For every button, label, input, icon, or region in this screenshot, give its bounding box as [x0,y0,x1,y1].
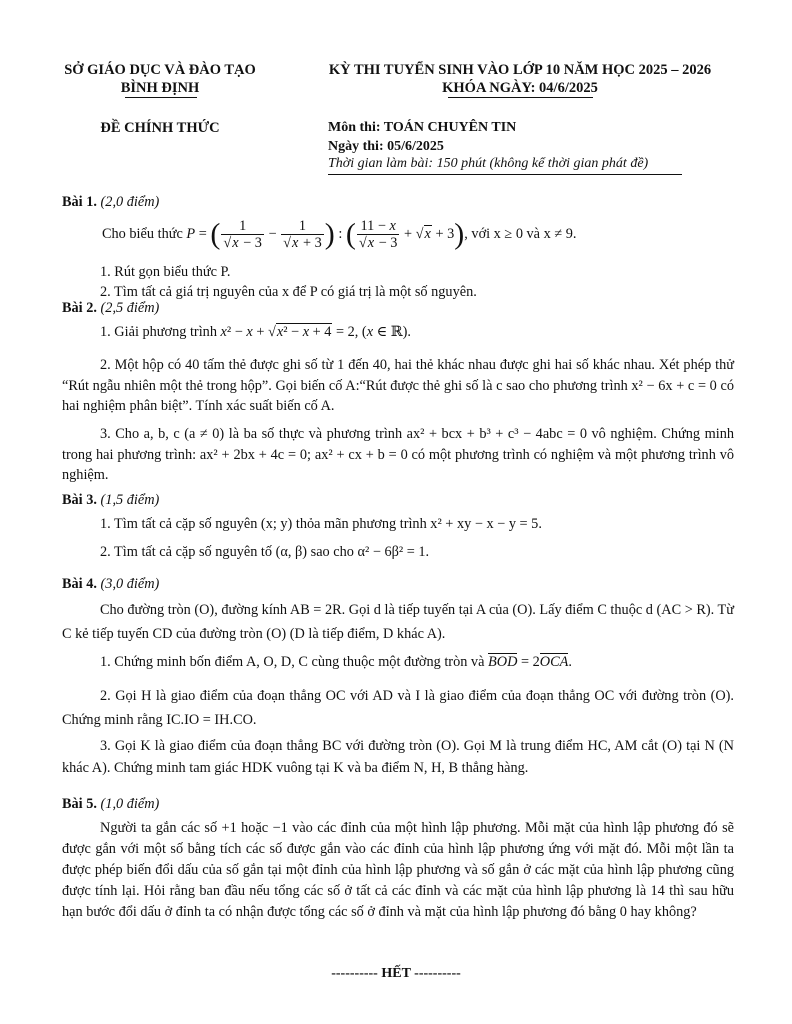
problem-4-intro: Cho đường tròn (O), đường kính AB = 2R. Gọi d là tiếp tuyến tại A của (O). Lấy điểm C thuộc d (AC > R). Từ C kẻ tiếp tuyến CD của đường tròn (O) (D là tiếp điểm, D khác A). [62,602,734,642]
header-left-underline [125,97,197,98]
province-name: BÌNH ĐỊNH [120,80,200,96]
department-name: SỞ GIÁO DỤC VÀ ĐÀO TẠO [64,62,256,78]
problem-5-title: Bài 5. (1,0 điểm) [62,796,160,812]
problem-1-title: Bài 1. (2,0 điểm) [62,194,160,210]
problem-4-title: Bài 4. (3,0 điểm) [62,576,160,592]
problem-2-title: Bài 2. (2,5 điểm) [62,300,160,316]
duration-underline [328,174,682,175]
subject-line: Môn thi: TOÁN CHUYÊN TIN [328,120,517,135]
problem-2-q3: 3. Cho a, b, c (a ≠ 0) là ba số thực và phương trình ax² + bcx + b³ + c³ − 4abc = 0 vô nghiệm. Chứng minh trong hai phương trình: ax² + 2bx + 4c = 0; ax² + cx + b = 0 có một phương trình có nghiệm và một phương trình vô nghiệm. [62,426,734,483]
problem-2-q1: 1. Giải phương trình x² − x + √x² − x + 4 = 2, (x ∈ ℝ). [100,324,412,340]
exam-date-line: Ngày thi: 05/6/2025 [328,139,444,154]
problem-5-text: Người ta gắn các số +1 hoặc −1 vào các đỉnh của một hình lập phương. Mỗi mặt của hình lập phương đó sẽ được gắn với một số bằng tích các số được gắn vào các đỉnh của hình lập phương ứng với mặt đó. Mỗi một lần ta được phép biến đổi dấu của số gắn tại một đỉnh của hình lập phương và số gắn ở các mặt của hình lập phương cũng được tính lại. Hỏi rằng ban đầu nếu tổng các số ở tất cả các đỉnh và các mặt của hình lập phương là 14 thì sau hữu hạn bước đổi dấu ở đỉnh ta có nhận được tổng các số ở đỉnh và mặt của hình lập phương đó bằng 0 hay không? [62,820,734,920]
exam-session: KHÓA NGÀY: 04/6/2025 [442,80,598,96]
problem-1-q2: 2. Tìm tất cả giá trị nguyên của x để P có giá trị là một số nguyên. [100,284,477,300]
problem-2-q2: 2. Một hộp có 40 tấm thẻ được ghi số từ 1 đến 40, hai thẻ khác nhau được ghi hai số khác nhau. Xét phép thử “Rút ngẫu nhiên một thẻ trong hộp”. Gọi biến cố A:“Rút được thẻ ghi số là c sao cho phương trình x² − 6x + c = 0 có hai nghiệm phân biệt”. Tính xác suất biến cố A. [62,357,734,414]
problem-4-q1: 1. Chứng minh bốn điểm A, O, D, C cùng thuộc một đường tròn và BOD = 2OCA. [100,654,572,670]
problem-3-q2: 2. Tìm tất cả cặp số nguyên tố (α, β) sao cho α² − 6β² = 1. [100,544,430,560]
problem-1-q1: 1. Rút gọn biểu thức P. [100,264,231,280]
duration-line: Thời gian làm bài: 150 phút (không kể thời gian phát đề) [328,156,649,171]
problem-3-q1: 1. Tìm tất cả cặp số nguyên (x; y) thỏa mãn phương trình x² + xy − x − y = 5. [100,516,542,532]
header-right-underline [448,97,593,98]
official-label: ĐỀ CHÍNH THỨC [100,120,220,136]
end-marker: ---------- HẾT ---------- [331,966,461,981]
problem-3-title: Bài 3. (1,5 điểm) [62,492,160,508]
problem-4-q2: 2. Gọi H là giao điểm của đoạn thẳng OC với AD và I là giao điểm của đoạn thẳng OC với đường tròn (O). Chứng minh rằng IC.IO = IH.CO. [62,688,734,728]
problem-4-q3: 3. Gọi K là giao điểm của đoạn thẳng BC với đường tròn (O). Gọi M là trung điểm HC, AM cắt (O) tại N (N khác A). Chứng minh tam giác HDK vuông tại K và ba điểm N, H, B thẳng hàng. [62,738,734,776]
problem-1-expression: Cho biểu thức P = ( $\frac{1}{√x - 3}$ − $\frac{1}{√x + 3}$ ) : ( $\frac{11 - x}{√x - 3}$ + √x + 3), với x ≥ 0 và x ≠ 9. [102,217,577,251]
exam-title: KỲ THI TUYỂN SINH VÀO LỚP 10 NĂM HỌC 2025 – 2026 [328,62,712,78]
